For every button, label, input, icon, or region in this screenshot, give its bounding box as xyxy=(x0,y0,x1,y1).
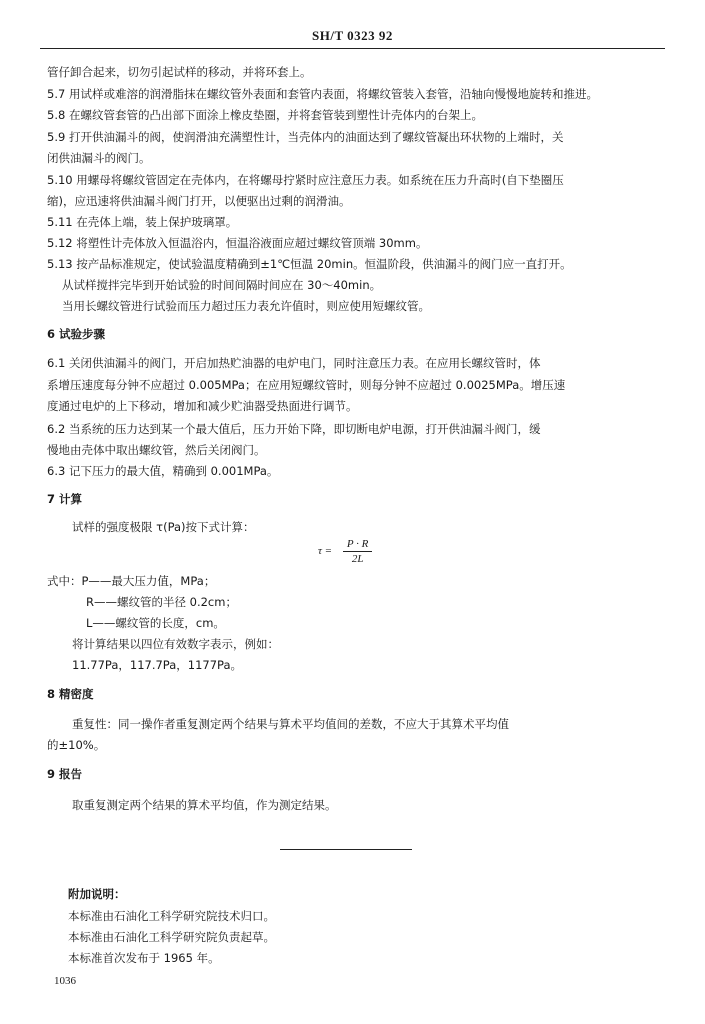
text-line: 5.13 按产品标准规定，使试验温度精确到±1℃恒温 20min。恒温阶段，供油漏斗的阀门应一直打开。 xyxy=(47,257,572,271)
text-line: 度通过电炉的上下移动，增加和减少贮油器受热面进行调节。 xyxy=(47,399,358,413)
text-line: 系增压速度每分钟不应超过 0.005MPa；在应用短螺纹管时，则每分钟不应超过 0.0025MPa。增压速 xyxy=(47,378,566,392)
text-line: 取重复测定两个结果的算术平均值，作为测定结果。 xyxy=(72,798,337,812)
text-line: 5.11 在壳体上端，装上保护玻璃罩。 xyxy=(47,215,238,229)
text-line: 5.9 打开供油漏斗的阀，使润滑油充满塑性计，当壳体内的油面达到了螺纹管凝出环状物的上端时，关 xyxy=(47,130,564,144)
strength-formula xyxy=(318,538,372,565)
text-line: 本标准由石油化工科学研究院技术归口。 xyxy=(68,909,275,923)
text-line: 将计算结果以四位有效数字表示，例如： xyxy=(72,637,279,651)
text-line: 本标准首次发布于 1965 年。 xyxy=(68,951,220,965)
text-line: 5.7 用试样或难溶的润滑脂抹在螺纹管外表面和套管内表面，将螺纹管装入套管，沿轴向慢慢地旋转和推进。 xyxy=(47,87,598,101)
formula-lhs: τ = xyxy=(318,545,333,558)
formula-denominator: 2L xyxy=(351,553,364,565)
section-heading: 9 报告 xyxy=(47,767,83,781)
appendix-heading: 附加说明： xyxy=(68,887,126,901)
text-line: 管仔卸合起来，切勿引起试样的移动，并将环套上。 xyxy=(47,65,312,79)
text-line: 5.12 将塑性计壳体放入恒温浴内，恒温浴液面应超过螺纹管顶端 30mm。 xyxy=(47,236,428,250)
end-rule xyxy=(280,849,412,850)
text-line: 缩)，应迅速将供油漏斗阀门打开，以便驱出过剩的润滑油。 xyxy=(47,194,351,208)
text-line: 重复性：同一操作者重复测定两个结果与算术平均值间的差数，不应大于其算术平均值 xyxy=(72,717,509,731)
header-standard-number: SH/T 0323 92 xyxy=(312,28,393,43)
text-line: 5.10 用螺母将螺纹管固定在壳体内，在将螺母拧紧时应注意压力表。如系统在压力升高时(自下垫圈压 xyxy=(47,173,564,187)
formula-numerator: P · R xyxy=(343,538,373,552)
text-line: L——螺纹管的长度，cm。 xyxy=(86,616,225,630)
section-heading: 6 试验步骤 xyxy=(47,327,106,341)
text-line: 当用长螺纹管进行试验而压力超过压力表允许值时，则应使用短螺纹管。 xyxy=(62,299,430,313)
section-heading: 8 精密度 xyxy=(47,687,94,701)
text-line: 5.8 在螺纹管套管的凸出部下面涂上橡皮垫圈，并将套管装到塑性计壳体内的台架上。 xyxy=(47,108,483,122)
text-line: 慢地由壳体中取出螺纹管，然后关闭阀门。 xyxy=(47,443,266,457)
text-line: 式中：P——最大压力值，MPa； xyxy=(47,574,216,588)
formula-fraction xyxy=(343,538,373,565)
text-line: R——螺纹管的半径 0.2cm； xyxy=(86,595,237,609)
text-line: 本标准由石油化工科学研究院负责起草。 xyxy=(68,930,275,944)
text-line: 6.3 记下压力的最大值，精确到 0.001MPa。 xyxy=(47,464,279,478)
text-line: 6.2 当系统的压力达到某一个最大值后，压力开始下降，即切断电炉电源，打开供油漏斗阀门，缓 xyxy=(47,422,541,436)
section-heading: 7 计算 xyxy=(47,492,83,506)
text-line: 从试样搅拌完毕到开始试验的时间间隔时间应在 30～40min。 xyxy=(62,278,382,292)
text-line: 的±10%。 xyxy=(47,738,106,752)
text-line: 闭供油漏斗的阀门。 xyxy=(47,151,151,165)
text-line: 11.77Pa，117.7Pa，1177Pa。 xyxy=(72,658,243,672)
text-line: 6.1 关闭供油漏斗的阀门，开启加热贮油器的电炉电门，同时注意压力表。在应用长螺纹管时，体 xyxy=(47,356,541,370)
header-rule xyxy=(40,48,665,49)
text-line: 试样的强度极限 τ(Pa)按下式计算： xyxy=(72,520,255,534)
page-number: 1036 xyxy=(54,975,76,987)
